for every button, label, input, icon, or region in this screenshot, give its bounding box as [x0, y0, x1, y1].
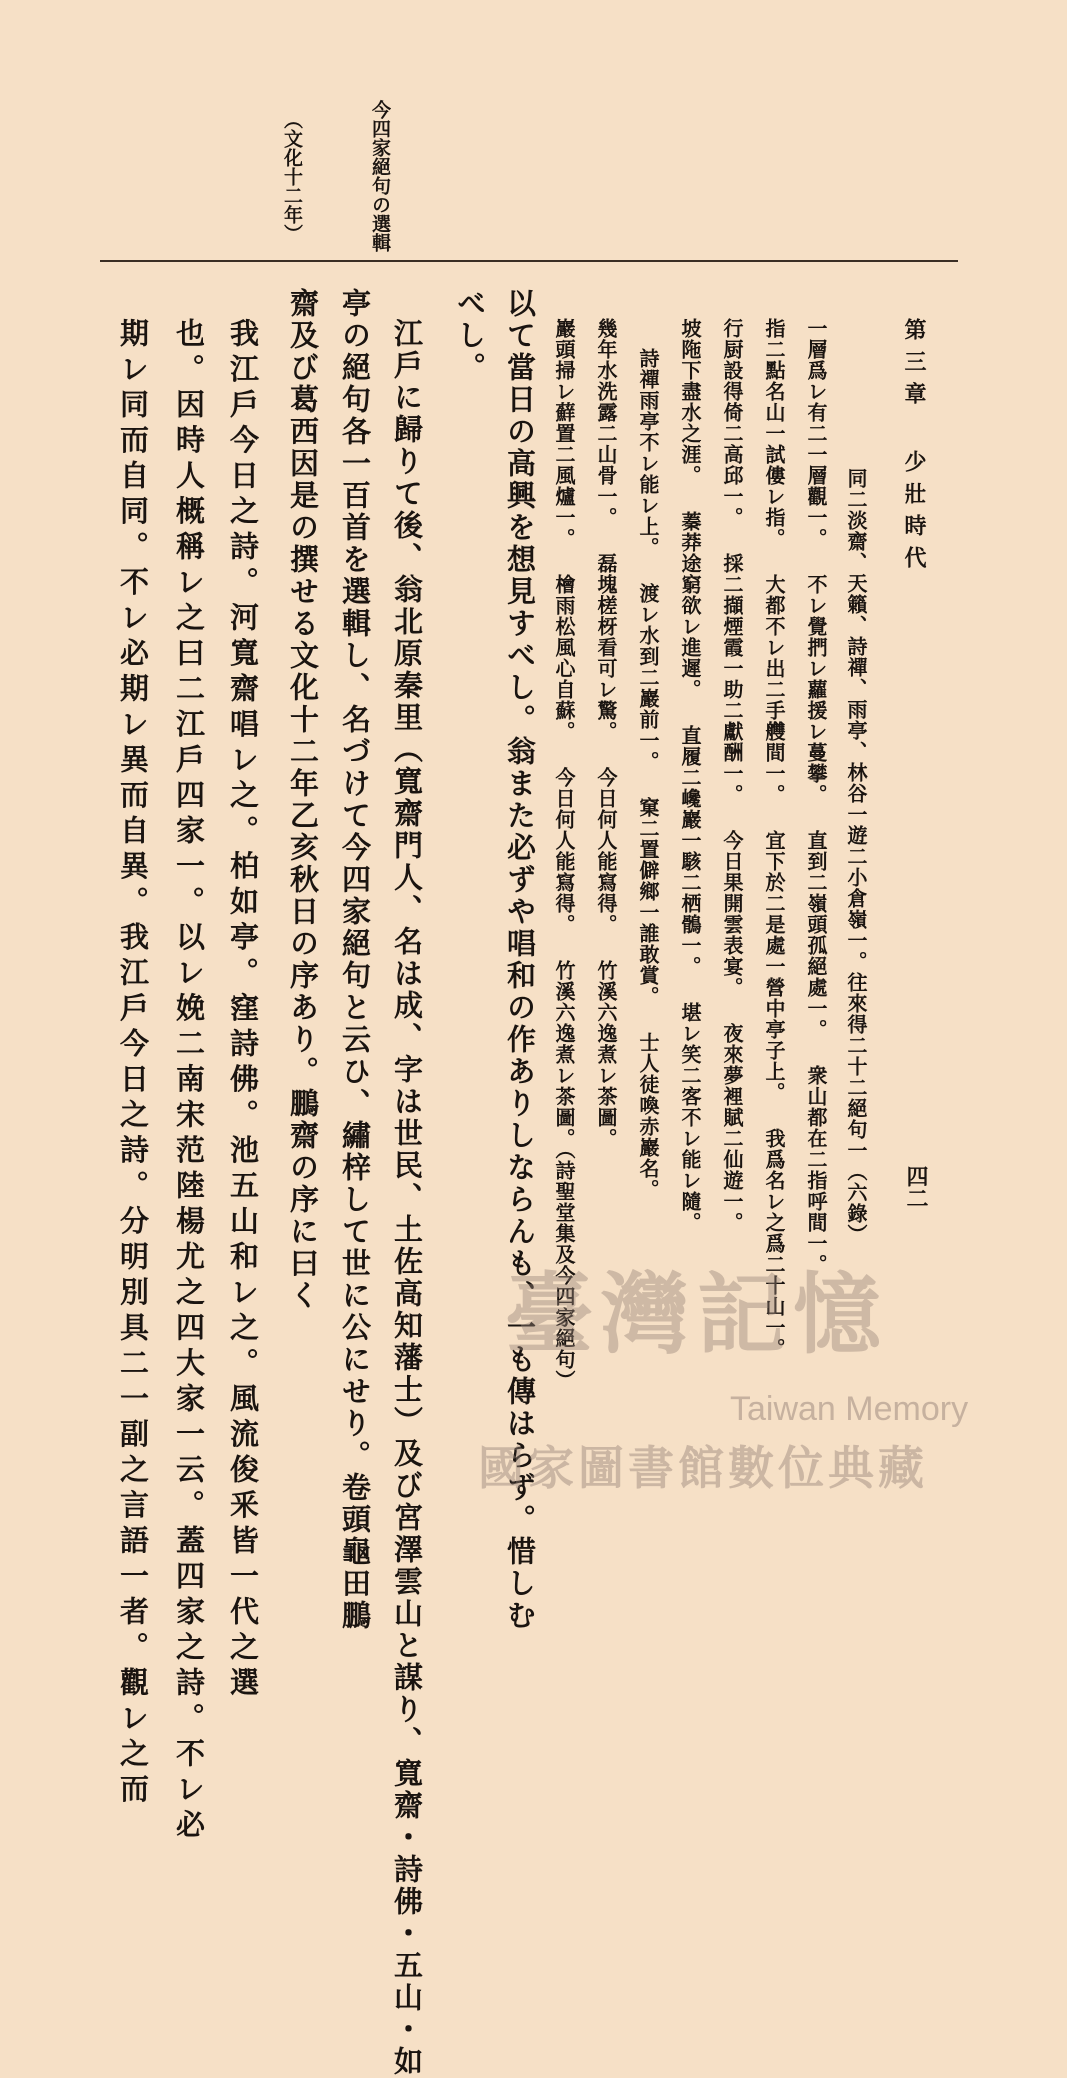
body-text-line: 亭の絕句各一百首を選輯し、名づけて今四家絕句と云ひ、繡梓して世に公にせり。卷頭龜田鵬	[338, 288, 372, 1632]
body-text-line: 以て當日の高興を想見すべし。翁また必ずや唱和の作ありしならんも、一も傳はらず。惜しむ	[503, 288, 537, 1632]
poem-line: 幾年水洗露二山骨一。 磊塊槎枒看可レ驚。 今日何人能寫得。 竹溪六逸煮レ茶圖。	[594, 318, 618, 1149]
poem-line: 行厨設得倚二高邱一。 採二擷煙霞一助二獻酬一。 今日果開雲表宴。 夜來夢裡賦二仙遊一。	[720, 318, 744, 1233]
watermark-english: Taiwan Memory	[730, 1390, 969, 1428]
quotation-line: 期レ同而自同。不レ必期レ異而自異。我江戶今日之詩。分明別具二一副之言語一者。觀レ之而	[116, 318, 150, 1809]
body-text-line: 齋及び葛西因是の撰せる文化十二年乙亥秋日の序あり。鵬齋の序に曰く	[286, 288, 320, 1312]
running-title: 第三章 少壯時代	[901, 318, 927, 578]
poem-line: 一層爲レ有二一層觀一。 不レ覺捫レ蘿援レ蔓攀。 直到二嶺頭孤絕處一。 衆山都在二指呼間一。	[804, 318, 828, 1275]
body-text-line: べし。	[453, 288, 487, 384]
body-text-line: 江戶に歸りて後、翁北原秦里（寬齋門人、名は成、字は世民、土佐高知藩士）及び宮澤雲山と謀り、寬齋・詩佛・五山・如	[390, 318, 424, 2078]
page-number: 四二	[903, 1165, 929, 1209]
poem-line: 詩禪雨亭不レ能レ上。 渡レ水到二巖前一。 窠二置僻鄉一誰敢賞。 士人徒喚赤巖名。	[636, 348, 660, 1200]
watermark-logo: 臺灣記憶	[505, 1262, 890, 1366]
header-rule	[100, 260, 958, 262]
watermark-subtitle: 國家圖書館數位典藏	[478, 1441, 928, 1495]
poem-preface: 同二淡齋、天籟、詩禪、雨亭、林谷一遊二小倉嶺一。往來得二十二絕句一（六錄）	[844, 468, 868, 1245]
poem-line: 指二點名山一試僂レ指。 大都不レ出二手艭間一。 宜下於二是處一營中亭子上。 我爲名レ之爲二十山一。	[762, 318, 786, 1359]
poem-line: 坡陁下盡水之涯。 蓁莽途窮欲レ進遲。 直履二巉巖一駭二栖鶻一。 堪レ笑二客不レ能レ隨。	[678, 318, 702, 1233]
bibliography-note-year: （文化十二年）	[281, 110, 303, 243]
quotation-line: 我江戶今日之詩。河寬齋唱レ之。柏如亭。窪詩佛。池五山和レ之。風流俊釆皆一代之選	[226, 318, 260, 1703]
quotation-line: 也。因時人概稱レ之曰二江戶四家一。以レ娩二南宋范陸楊尤之四大家一云。蓋四家之詩。不レ必	[172, 318, 206, 1845]
bibliography-note-title: 今四家絕句の選輯	[369, 100, 391, 252]
poem-line: 巖頭掃レ蘚置二風爐一。 檜雨松風心自蘇。 今日何人能寫得。 竹溪六逸煮レ茶圖。（詩聖堂集及今四家絕句）	[552, 318, 576, 1391]
